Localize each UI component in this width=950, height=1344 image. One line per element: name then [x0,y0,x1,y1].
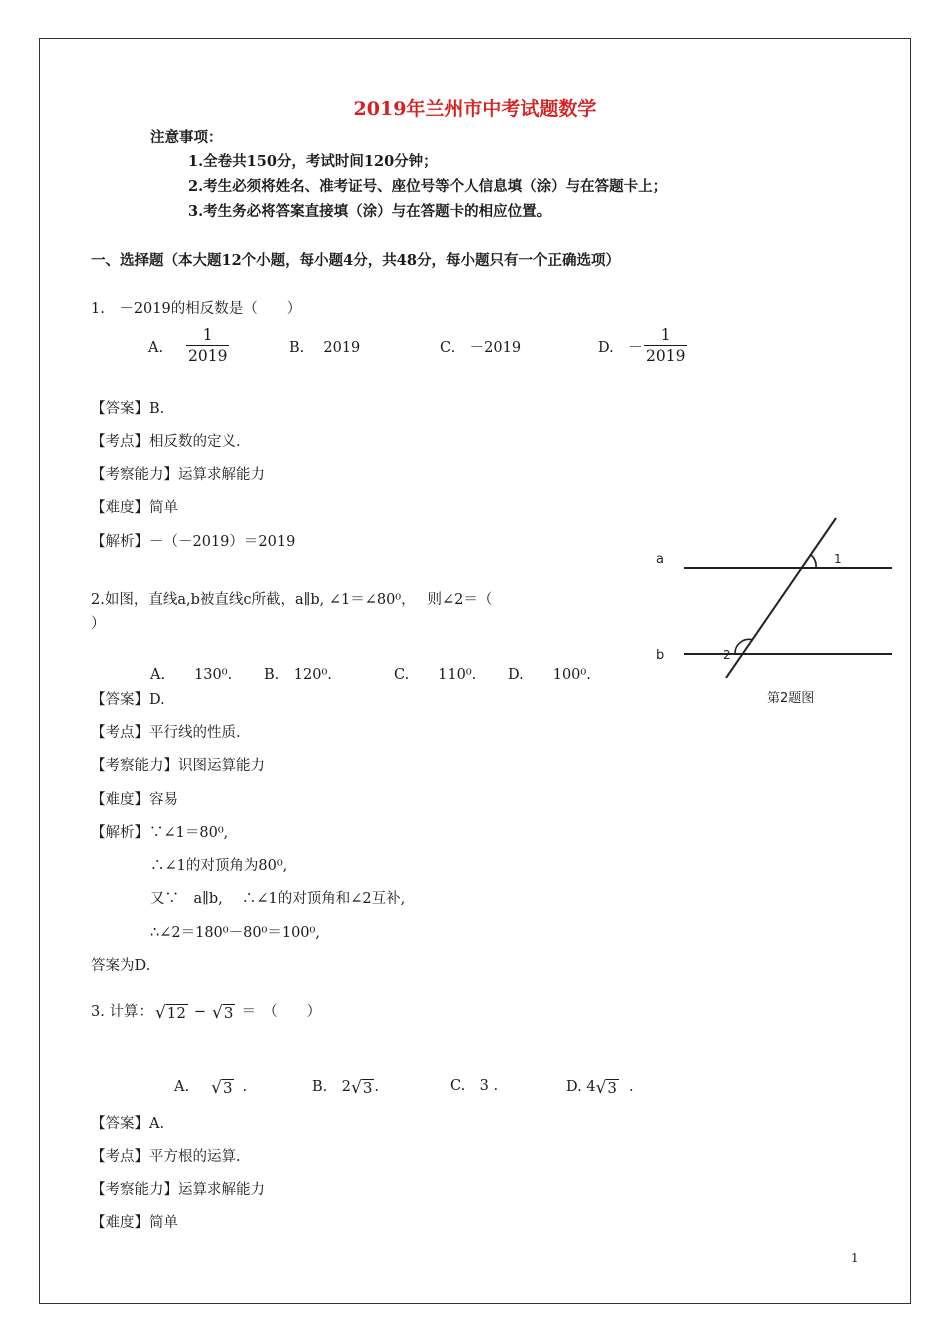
radicand: 12 [166,1004,186,1022]
q1-answer: 【答案】B. [91,401,165,417]
q3-stem-suffix: ＝ （ ） [241,1004,322,1020]
fraction-denominator: 2019 [646,347,686,365]
radicand: 3 [607,1079,617,1097]
q2-analysis-line: ∴∠2＝180⁰－80⁰＝100⁰, [150,925,320,941]
page-number: 1 [851,1251,859,1265]
q2-option-d: D. 100⁰. [508,667,591,683]
sqrt-3: √ 3 [351,1078,373,1098]
q2-difficulty: 【难度】容易 [91,792,178,808]
option-end: . [628,1079,634,1095]
page-title: 2019年兰州市中考试题数学 [353,98,597,120]
notice-heading: 注意事项： [150,129,223,146]
notice-item: 3.考生务必将答案直接填（涂）与在答题卡的相应位置。 [188,203,552,220]
sqrt-3: √ 3 [211,1078,233,1098]
q2-option-b: B. 120⁰. [264,667,332,683]
q3-option-b [312,1077,379,1097]
label-a: a [656,552,664,567]
q2-ability: 【考察能力】识图运算能力 [91,758,265,774]
q1-analysis: 【解析】－（－2019）＝2019 [91,534,296,550]
q2-analysis-line: ∴∠1的对顶角为80⁰, [150,858,288,874]
q3-point: 【考点】平方根的运算. [91,1149,241,1165]
q2-option-c: C. 110⁰. [394,667,477,683]
label-angle-2: 2 [723,648,731,662]
option-label: D. 4 [566,1079,596,1095]
notice-item: 2.考生必须将姓名、准考证号、座位号等个人信息填（涂）与在答题卡上； [188,178,668,195]
q3-stem-prefix: 3. 计算： [91,1004,153,1020]
radicand: 3 [222,1079,233,1097]
sqrt-12: √ 12 [154,1003,186,1023]
fraction-denominator: 2019 [188,347,228,365]
q3-stem [91,1002,321,1022]
fraction-numerator: 1 [202,326,213,344]
q3-ability: 【考察能力】运算求解能力 [91,1182,265,1198]
label-b: b [656,648,665,663]
q1-option-d-fraction [644,326,687,366]
option-label: A. [174,1079,190,1095]
q2-point: 【考点】平行线的性质. [91,725,241,741]
section-heading: 一、选择题（本大题12个小题，每小题4分，共48分，每小题只有一个正确选项） [91,252,620,269]
q2-option-a: A. 130⁰. [150,667,233,683]
fraction-numerator: 1 [660,326,671,344]
q1-option-b: B. 2019 [289,340,361,356]
q2-analysis-line: 答案为D. [91,958,151,974]
q2-answer: 【答案】D. [91,692,165,708]
sqrt-3: √ 3 [595,1078,617,1098]
q1-option-a-label: A. [148,340,164,356]
q1-option-a-fraction [186,326,229,366]
radicand: 3 [362,1079,373,1097]
q2-analysis-line: 【解析】∵∠1＝80⁰, [91,825,229,841]
q1-difficulty: 【难度】简单 [91,500,178,516]
angle-1-arc [811,555,816,568]
minus-sign: − [193,1004,207,1020]
q2-figure [640,516,910,678]
option-label: B. 2 [312,1079,351,1095]
q1-option-c: C. －2019 [440,340,522,356]
q1-point: 【考点】相反数的定义. [91,434,241,450]
q2-stem-line1: 2.如图，直线a,b被直线c所截，a∥b, ∠1＝∠80⁰， 则∠2＝（ [91,592,493,608]
q2-analysis-line: 又∵ a∥b, ∴∠1的对顶角和∠2互补, [150,891,406,907]
label-angle-1: 1 [834,552,842,566]
sqrt-3: √ 3 [212,1003,234,1023]
q1-stem: 1. －2019的相反数是（ ） [91,301,302,317]
q2-stem-line2: ） [91,616,106,632]
q1-ability: 【考察能力】运算求解能力 [91,467,265,483]
notice-item: 1.全卷共150分，考试时间120分钟； [188,153,438,170]
option-end: . [242,1079,248,1095]
option-end: . [374,1079,379,1095]
q3-option-c: C. 3 . [450,1078,499,1094]
q1-option-d-label: D. － [598,340,643,356]
figure-caption: 第2题图 [767,691,815,706]
q3-answer: 【答案】A. [91,1116,165,1132]
q3-difficulty: 【难度】简单 [91,1215,178,1231]
q3-option-d [566,1077,634,1097]
q3-option-a [174,1077,247,1097]
radicand: 3 [223,1004,234,1022]
